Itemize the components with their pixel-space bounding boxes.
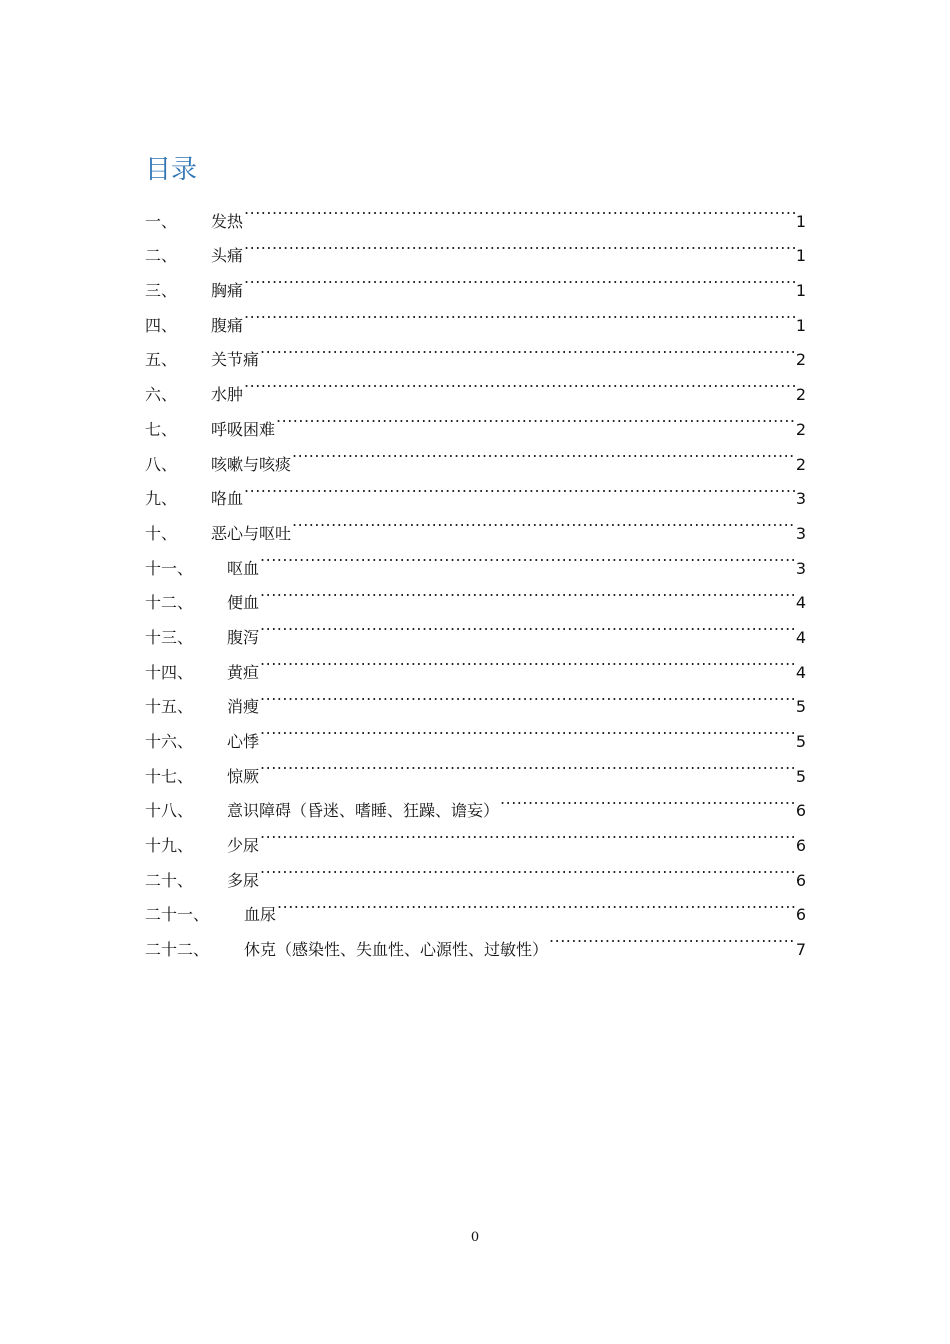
toc-entry-page: 4 <box>795 627 806 647</box>
toc-entry-page: 4 <box>795 593 806 613</box>
toc-entry[interactable] <box>145 192 806 231</box>
toc-entry-number: 十三、 <box>145 627 194 647</box>
toc-entry-page: 2 <box>795 385 806 405</box>
toc-dot-leader <box>244 227 795 262</box>
toc-entry-number: 十五、 <box>145 697 194 717</box>
toc-entry-label: 腹泻 <box>227 627 260 647</box>
toc-entry-number: 十二、 <box>145 593 194 613</box>
toc-entry-number: 四、 <box>145 315 178 335</box>
toc-entry-page: 5 <box>795 697 806 717</box>
toc-entry-label: 腹痛 <box>211 315 244 335</box>
toc-dot-leader <box>292 435 795 470</box>
toc-entry-number: 二、 <box>145 246 178 266</box>
toc-entry-number: 一、 <box>145 211 178 231</box>
toc-entry-page: 2 <box>795 454 806 474</box>
toc-dot-leader <box>260 608 795 643</box>
toc-dot-leader <box>260 712 795 747</box>
toc-entry-number: 十、 <box>145 523 178 543</box>
toc-entry-label: 消瘦 <box>227 697 260 717</box>
toc-entry-number: 九、 <box>145 489 178 509</box>
toc-dot-leader <box>292 504 795 539</box>
toc-entry-page: 1 <box>795 315 806 335</box>
toc-entry[interactable] <box>145 261 806 301</box>
toc-entry-label: 胸痛 <box>211 281 244 301</box>
toc-entry-page: 3 <box>795 558 806 578</box>
toc-entry-number: 十四、 <box>145 662 194 682</box>
toc-entry[interactable] <box>145 227 806 266</box>
toc-dot-leader <box>244 261 795 296</box>
toc-entry-number: 八、 <box>145 454 178 474</box>
toc-dot-leader <box>260 747 795 782</box>
toc-entry-label: 心悸 <box>227 732 260 751</box>
toc-entry-label: 咯血 <box>211 489 244 509</box>
toc-entry-page: 5 <box>795 732 806 751</box>
toc-entry-number: 五、 <box>145 350 178 370</box>
toc-list <box>145 192 806 960</box>
toc-entry-label: 恶心与呕吐 <box>211 523 292 543</box>
toc-dot-leader <box>549 920 795 955</box>
toc-entry[interactable] <box>145 470 806 509</box>
toc-dot-leader <box>260 643 795 678</box>
toc-entry-number: 二十二、 <box>145 940 210 960</box>
toc-entry-label: 便血 <box>227 593 260 613</box>
toc-entry-page: 4 <box>795 662 806 682</box>
toc-dot-leader <box>277 886 795 921</box>
toc-entry-number: 二十一、 <box>145 905 210 925</box>
toc-entry-number: 十六、 <box>145 732 194 751</box>
toc-entry-number: 七、 <box>145 419 178 439</box>
toc-dot-leader <box>276 400 795 435</box>
toc-dot-leader <box>260 678 795 713</box>
toc-entry-page: 1 <box>795 246 806 266</box>
toc-entry-page: 6 <box>795 870 806 890</box>
toc-entry-number: 十九、 <box>145 836 194 856</box>
toc-entry-page: 5 <box>795 766 806 786</box>
toc-entry-page: 6 <box>795 836 806 856</box>
toc-entry[interactable] <box>145 331 806 370</box>
toc-entry-label: 关节痛 <box>211 350 260 370</box>
toc-entry-label: 咳嗽与咳痰 <box>211 454 292 474</box>
toc-entry-page: 1 <box>795 211 806 231</box>
toc-entry-label: 意识障碍（昏迷、嗜睡、狂躁、谵妄） <box>227 801 500 821</box>
toc-entry-page: 1 <box>795 281 806 301</box>
toc-entry-label: 呼吸困难 <box>211 419 276 439</box>
toc-entry-page: 2 <box>795 419 806 439</box>
toc-dot-leader <box>244 470 795 505</box>
toc-entry[interactable] <box>145 504 806 543</box>
toc-entry-page: 6 <box>795 801 806 821</box>
toc-entry-page: 3 <box>795 523 806 543</box>
toc-entry-number: 六、 <box>145 385 178 405</box>
toc-entry-number: 二十、 <box>145 870 194 890</box>
toc-entry-page: 7 <box>795 940 806 960</box>
toc-entry-label: 发热 <box>211 211 244 231</box>
toc-dot-leader <box>500 782 795 817</box>
toc-entry-number: 三、 <box>145 281 178 301</box>
toc-entry-label: 水肿 <box>211 385 244 405</box>
toc-dot-leader <box>244 365 795 400</box>
toc-entry-number: 十七、 <box>145 766 194 786</box>
toc-dot-leader <box>260 851 795 886</box>
toc-entry-page: 3 <box>795 489 806 509</box>
toc-entry-label: 少尿 <box>227 836 260 856</box>
toc-title: 目录 <box>145 155 198 185</box>
toc-entry-label: 呕血 <box>227 558 260 578</box>
toc-dot-leader <box>260 574 795 609</box>
toc-entry[interactable] <box>145 400 806 439</box>
toc-entry[interactable] <box>145 365 806 405</box>
toc-dot-leader <box>244 296 795 331</box>
toc-entry[interactable] <box>145 296 806 335</box>
toc-entry-page: 2 <box>795 350 806 370</box>
toc-dot-leader <box>260 331 795 366</box>
toc-dot-leader <box>244 192 795 227</box>
toc-dot-leader <box>260 539 795 574</box>
toc-entry-label: 惊厥 <box>227 766 260 786</box>
toc-dot-leader <box>260 816 795 851</box>
toc-entry-page: 6 <box>795 905 806 925</box>
toc-entry-number: 十一、 <box>145 558 194 578</box>
toc-entry-label: 头痛 <box>211 246 244 266</box>
page-number: 0 <box>470 1230 480 1245</box>
toc-entry-number: 十八、 <box>145 801 194 821</box>
toc-entry-label: 休克（感染性、失血性、心源性、过敏性） <box>244 940 549 960</box>
toc-entry-label: 血尿 <box>244 905 277 925</box>
toc-entry-label: 黄疸 <box>227 662 260 682</box>
toc-entry-label: 多尿 <box>227 870 260 890</box>
